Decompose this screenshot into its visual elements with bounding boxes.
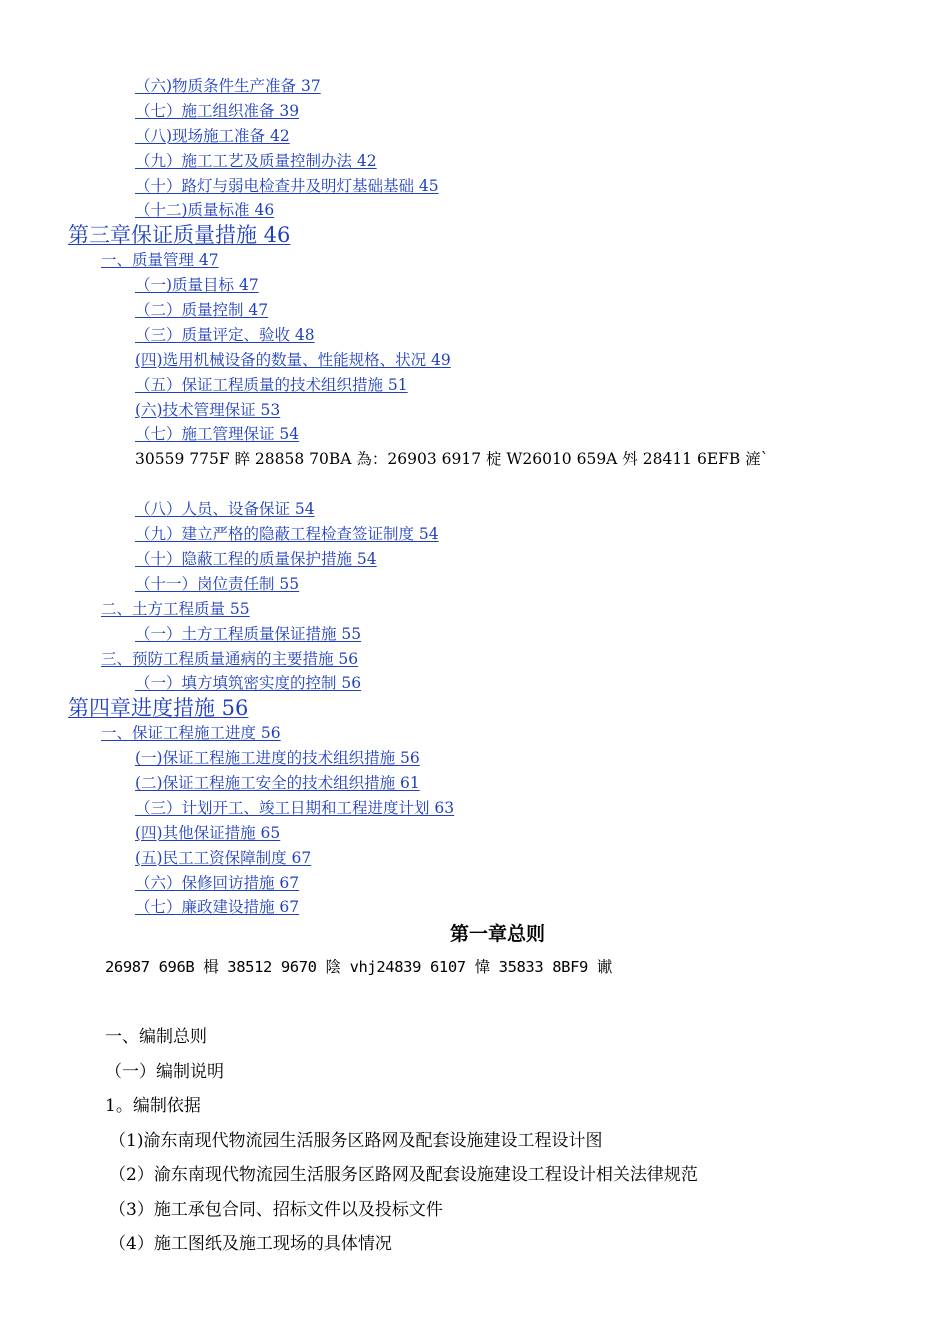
chapter-title: 第一章总则 xyxy=(449,923,545,945)
toc-link[interactable]: (一)保证工程施工进度的技术组织措施 56 xyxy=(135,749,420,768)
blank-line xyxy=(0,984,950,1020)
basis-item: （2）渝东南现代物流园生活服务区路网及配套设施建设工程设计相关法律规范 xyxy=(109,1165,698,1185)
toc-link[interactable]: (五)民工工资保障制度 67 xyxy=(135,848,312,867)
toc-link[interactable]: (二)保证工程施工安全的技术组织措施 61 xyxy=(135,773,420,792)
toc-link[interactable]: （一）土方工程质量保证措施 55 xyxy=(135,624,362,643)
toc-link[interactable]: （三）计划开工、竣工日期和工程进度计划 63 xyxy=(135,798,455,817)
toc-link[interactable]: （九）施工工艺及质量控制办法 42 xyxy=(135,151,377,170)
toc-section-link[interactable]: 三、预防工程质量通病的主要措施 56 xyxy=(101,649,359,668)
toc-link[interactable]: （七）廉政建设措施 67 xyxy=(135,898,300,917)
toc-link[interactable]: （一）填方填筑密实度的控制 56 xyxy=(135,674,362,693)
table-of-contents xyxy=(0,74,950,920)
toc-link[interactable]: （十）路灯与弱电检查井及明灯基础基础 45 xyxy=(135,176,439,195)
toc-link[interactable]: (四)选用机械设备的数量、性能规格、状况 49 xyxy=(135,350,451,369)
toc-link[interactable]: （五）保证工程质量的技术组织措施 51 xyxy=(135,375,408,394)
toc-link[interactable]: （七）施工组织准备 39 xyxy=(135,101,300,120)
toc-link[interactable]: (四)其他保证措施 65 xyxy=(135,823,281,842)
toc-link[interactable]: （九）建立严格的隐蔽工程检查签证制度 54 xyxy=(135,525,439,544)
toc-link[interactable]: （六)物质条件生产准备 37 xyxy=(135,77,321,95)
toc-link[interactable]: （一)质量目标 47 xyxy=(135,276,259,295)
garbled-text-line: 30559 775F 睟 28858 70BA 為：26903 6917 椗 W26010 659A 斘 28411 6EFB 滻` xyxy=(135,450,769,469)
toc-link[interactable]: （十一）岗位责任制 55 xyxy=(135,574,300,593)
toc-link[interactable]: (六)技术管理保证 53 xyxy=(135,400,281,419)
toc-section-link[interactable]: 一、保证工程施工进度 56 xyxy=(101,724,281,743)
toc-link[interactable]: （八)现场施工准备 42 xyxy=(135,126,290,145)
toc-link[interactable]: （七）施工管理保证 54 xyxy=(135,425,300,444)
garbled-text-line: 26987 696B 楫 38512 9670 陰 vhj24839 6107 愇 35833 8BF9 谳 xyxy=(105,958,612,976)
basis-item: （4）施工图纸及施工现场的具体情况 xyxy=(109,1234,392,1254)
basis-item: （1)渝东南现代物流园生活服务区路网及配套设施建设工程设计图 xyxy=(109,1130,603,1151)
toc-link[interactable]: （二）质量控制 47 xyxy=(135,301,269,320)
toc-section-link[interactable]: 一、质量管理 47 xyxy=(101,251,219,270)
item-heading: 1。编制依据 xyxy=(105,1096,201,1116)
section-heading: 一、编制总则 xyxy=(105,1027,207,1047)
toc-link[interactable]: （六）保修回访措施 67 xyxy=(135,873,300,892)
basis-item: （3）施工承包合同、招标文件以及投标文件 xyxy=(109,1199,443,1220)
toc-section-link[interactable]: 二、土方工程质量 55 xyxy=(101,599,250,618)
toc-link[interactable]: （八）人员、设备保证 54 xyxy=(135,500,315,519)
toc-chapter-link[interactable]: 第四章进度措施 56 xyxy=(68,696,249,721)
toc-chapter-link[interactable]: 第三章保证质量措施 46 xyxy=(68,223,291,248)
toc-link[interactable]: （十）隐蔽工程的质量保护措施 54 xyxy=(135,549,377,568)
subsection-heading: （一）编制说明 xyxy=(105,1061,224,1082)
chapter-body xyxy=(0,918,950,1262)
toc-link[interactable]: （十二)质量标准 46 xyxy=(135,201,275,220)
toc-link[interactable]: （三）质量评定、验收 48 xyxy=(135,325,315,344)
